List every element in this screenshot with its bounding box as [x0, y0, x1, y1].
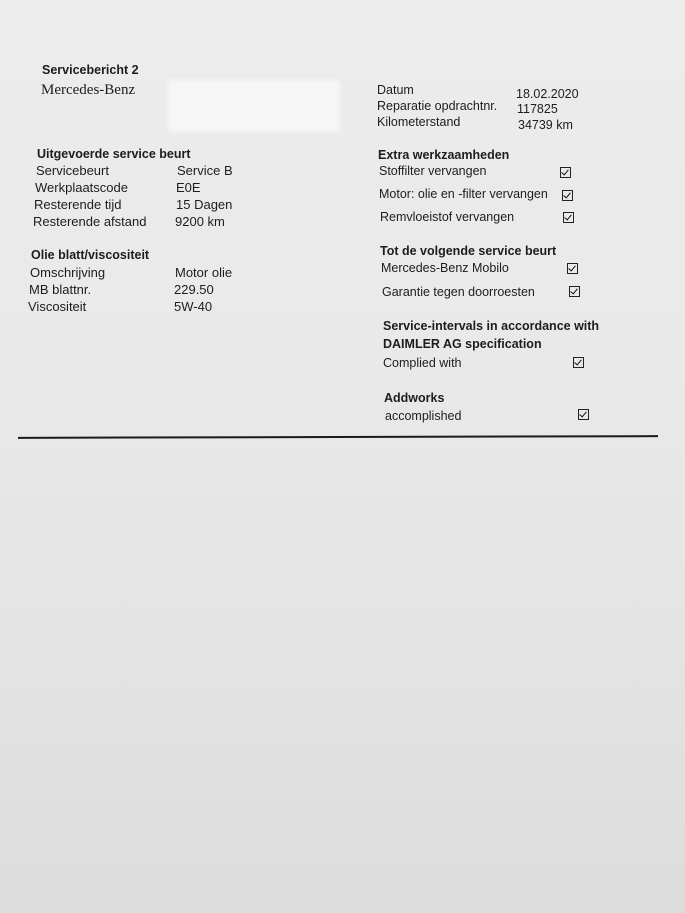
service-row-value: 9200 km [175, 214, 225, 229]
oil-row-value: 5W-40 [174, 299, 213, 314]
separator-line [18, 435, 658, 439]
intervals-item-label: Complied with [383, 356, 462, 370]
service-row-label: Werkplaatscode [35, 180, 128, 195]
intervals-heading-line2: DAIMLER AG specification [383, 337, 542, 351]
oil-row-value: Motor olie [175, 265, 233, 280]
service-row-value: Service B [177, 163, 233, 178]
report-title: Servicebericht 2 [42, 63, 139, 77]
intervals-heading-line1: Service-intervals in accordance with [383, 319, 600, 333]
meta-label-km: Kilometerstand [377, 115, 461, 129]
extra-item-label: Stoffilter vervangen [379, 164, 487, 178]
addworks-heading: Addworks [384, 391, 445, 405]
checkbox-checked-icon[interactable] [567, 263, 578, 274]
extra-item-label: Motor: olie en -filter vervangen [379, 187, 548, 201]
next-item-label: Garantie tegen doorroesten [382, 285, 535, 299]
redacted-dealer-info [168, 80, 340, 132]
oil-heading: Olie blatt/viscositeit [31, 248, 150, 262]
meta-label-order: Reparatie opdrachtnr. [377, 99, 498, 113]
oil-row-label: MB blattnr. [29, 282, 92, 297]
service-heading: Uitgevoerde service beurt [37, 147, 191, 161]
meta-value-km: 34739 km [518, 118, 573, 132]
checkbox-checked-icon[interactable] [563, 212, 574, 223]
next-item-label: Mercedes-Benz Mobilo [381, 261, 509, 275]
brand-name: Mercedes-Benz [41, 82, 136, 98]
oil-row-label: Omschrijving [30, 265, 106, 280]
meta-label-datum: Datum [377, 83, 414, 97]
service-row-label: Resterende afstand [33, 214, 147, 229]
checkbox-checked-icon[interactable] [560, 167, 571, 178]
addworks-item-label: accomplished [385, 409, 462, 423]
service-row-value: E0E [176, 180, 201, 195]
extra-heading: Extra werkzaamheden [378, 148, 510, 162]
meta-value-order: 117825 [517, 102, 558, 116]
checkbox-checked-icon[interactable] [569, 286, 580, 297]
meta-value-datum: 18.02.2020 [516, 87, 579, 101]
checkbox-checked-icon[interactable] [573, 357, 584, 368]
oil-row-value: 229.50 [174, 282, 214, 297]
service-row-value: 15 Dagen [176, 197, 233, 212]
next-heading: Tot de volgende service beurt [380, 244, 557, 258]
extra-item-label: Remvloeistof vervangen [380, 210, 515, 224]
checkbox-checked-icon[interactable] [562, 190, 573, 201]
checkbox-checked-icon[interactable] [578, 409, 589, 420]
service-row-label: Servicebeurt [36, 163, 109, 178]
service-row-label: Resterende tijd [34, 197, 122, 212]
oil-row-label: Viscositeit [28, 299, 87, 314]
